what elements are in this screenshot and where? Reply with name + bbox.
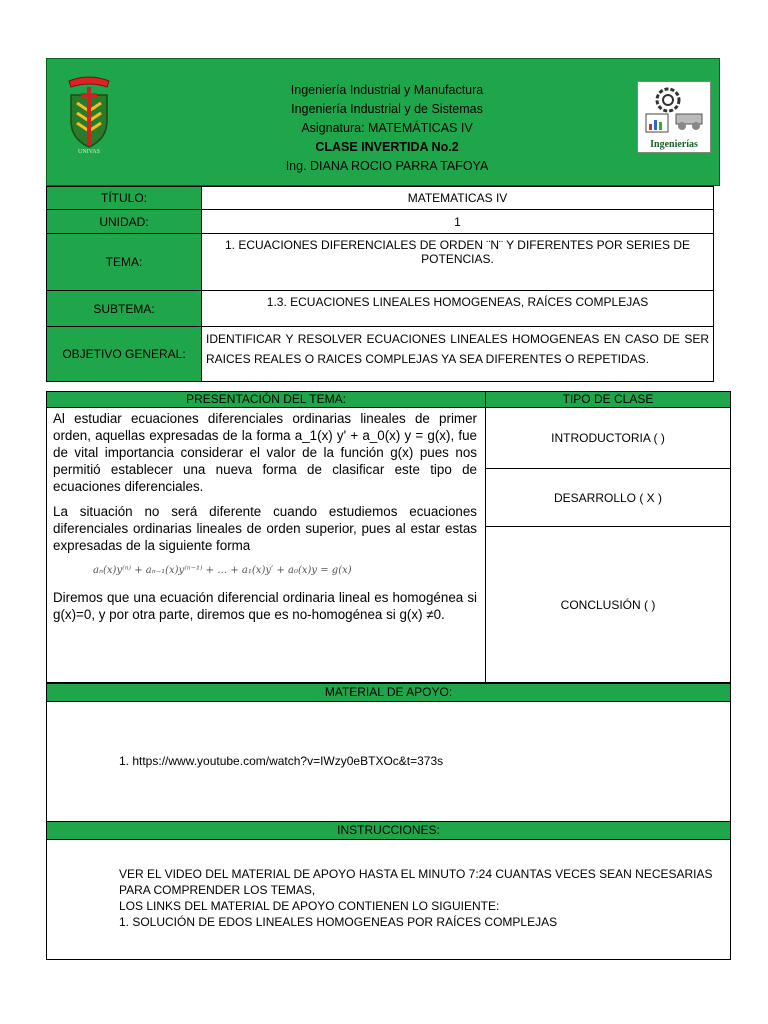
presentacion-body (46, 407, 486, 683)
objetivo-label: OBJETIVO GENERAL: (47, 327, 202, 382)
tipo-conclusion: CONCLUSIÓN ( ) (560, 597, 656, 612)
table-row (47, 187, 714, 210)
ingenierias-logo (637, 81, 711, 153)
material-header: MATERIAL DE APOYO: (46, 683, 731, 702)
header-line1: Ingeniería Industrial y Manufactura (290, 83, 484, 97)
header-line3: Asignatura: MATEMÁTICAS IV (301, 121, 473, 135)
univas-logo-text: UNIVAS (78, 149, 100, 155)
instrucciones-body (46, 839, 731, 960)
table-row (47, 234, 714, 291)
tema-label: TEMA: (47, 234, 202, 291)
subtema-label: SUBTEMA: (47, 291, 202, 327)
presentacion-paragraph-2: La situación no será diferente cuando estudiemos ecuaciones diferenciales ordinarias lineales de orden superior, pues al estar estas expresadas de la siguiente forma (53, 504, 477, 553)
titulo-label: TÍTULO: (47, 187, 202, 210)
ingenierias-logo-text: Ingenierías (650, 139, 698, 150)
univas-logo (59, 73, 119, 155)
header-text (227, 81, 547, 176)
unidad-label: UNIDAD: (47, 210, 202, 234)
differential-equation-formula: aₙ(x)y⁽ⁿ⁾ + aₙ₋₁(x)y⁽ⁿ⁻¹⁾ + … + a₁(x)y′ + a₀(x)y = g(x) (93, 565, 352, 576)
material-link[interactable]: 1. https://www.youtube.com/watch?v=IWzy0eBTXOc&t=373s (119, 754, 444, 768)
titulo-value: MATEMATICAS IV (202, 187, 714, 210)
class-info-table (46, 186, 714, 382)
header-line5: Ing. DIANA ROCIO PARRA TAFOYA (285, 159, 489, 173)
tipo-introductoria: INTRODUCTORIA ( ) (486, 408, 730, 469)
header-band (46, 58, 720, 186)
tema-value: 1. ECUACIONES DIFERENCIALES DE ORDEN ¨N¨ Y DIFERENTES POR SERIES DE POTENCIAS. (202, 234, 714, 291)
objetivo-value: IDENTIFICAR Y RESOLVER ECUACIONES LINEALES HOMOGENEAS EN CASO DE SER RAICES REALES O RAICES COMPLEJAS YA SEA DIFERENTES O REPETIDAS. (202, 327, 714, 382)
tipo-clase-body (485, 407, 731, 683)
tipo-desarrollo: DESARROLLO ( X ) (486, 469, 730, 527)
presentacion-paragraph-3: Diremos que una ecuación diferencial ordinaria lineal es homogénea si g(x)=0, y por otra parte, diremos que es no-homogénea si g(x) ≠0. (53, 590, 477, 622)
instrucciones-text (119, 866, 719, 930)
instrucciones-line3: 1. SOLUCIÓN DE EDOS LINEALES HOMOGENEAS POR RAÍCES COMPLEJAS (119, 915, 558, 929)
tipo-clase-header: TIPO DE CLASE (485, 391, 731, 408)
table-row (47, 210, 714, 234)
instrucciones-line1: VER EL VIDEO DEL MATERIAL DE APOYO HASTA EL MINUTO 7:24 CUANTAS VECES SEAN NECESARIAS PARA COMPRENDER LOS TEMAS, (119, 867, 713, 897)
table-row (47, 291, 714, 327)
presentacion-paragraph-1: Al estudiar ecuaciones diferenciales ordinarias lineales de primer orden, aquellas expresadas de la forma a_1(x) y' + a_0(x) y = g(x), fue de vital importancia considerar el valor de la función g(x) pues nos permitió establecer una nueva forma de clasificar este tipo de ecuaciones diferenciales. (53, 411, 477, 494)
subtema-value: 1.3. ECUACIONES LINEALES HOMOGENEAS, RAÍCES COMPLEJAS (202, 291, 714, 327)
table-row (47, 327, 714, 382)
header-line2: Ingeniería Industrial y de Sistemas (291, 102, 483, 116)
material-body (46, 701, 731, 822)
instrucciones-header: INSTRUCCIONES: (46, 821, 731, 840)
instrucciones-line2: LOS LINKS DEL MATERIAL DE APOYO CONTIENEN LO SIGUIENTE: (119, 899, 500, 913)
header-line4: CLASE INVERTIDA No.2 (315, 140, 459, 154)
unidad-value: 1 (202, 210, 714, 234)
presentacion-header: PRESENTACIÓN DEL TEMA: (46, 391, 486, 408)
